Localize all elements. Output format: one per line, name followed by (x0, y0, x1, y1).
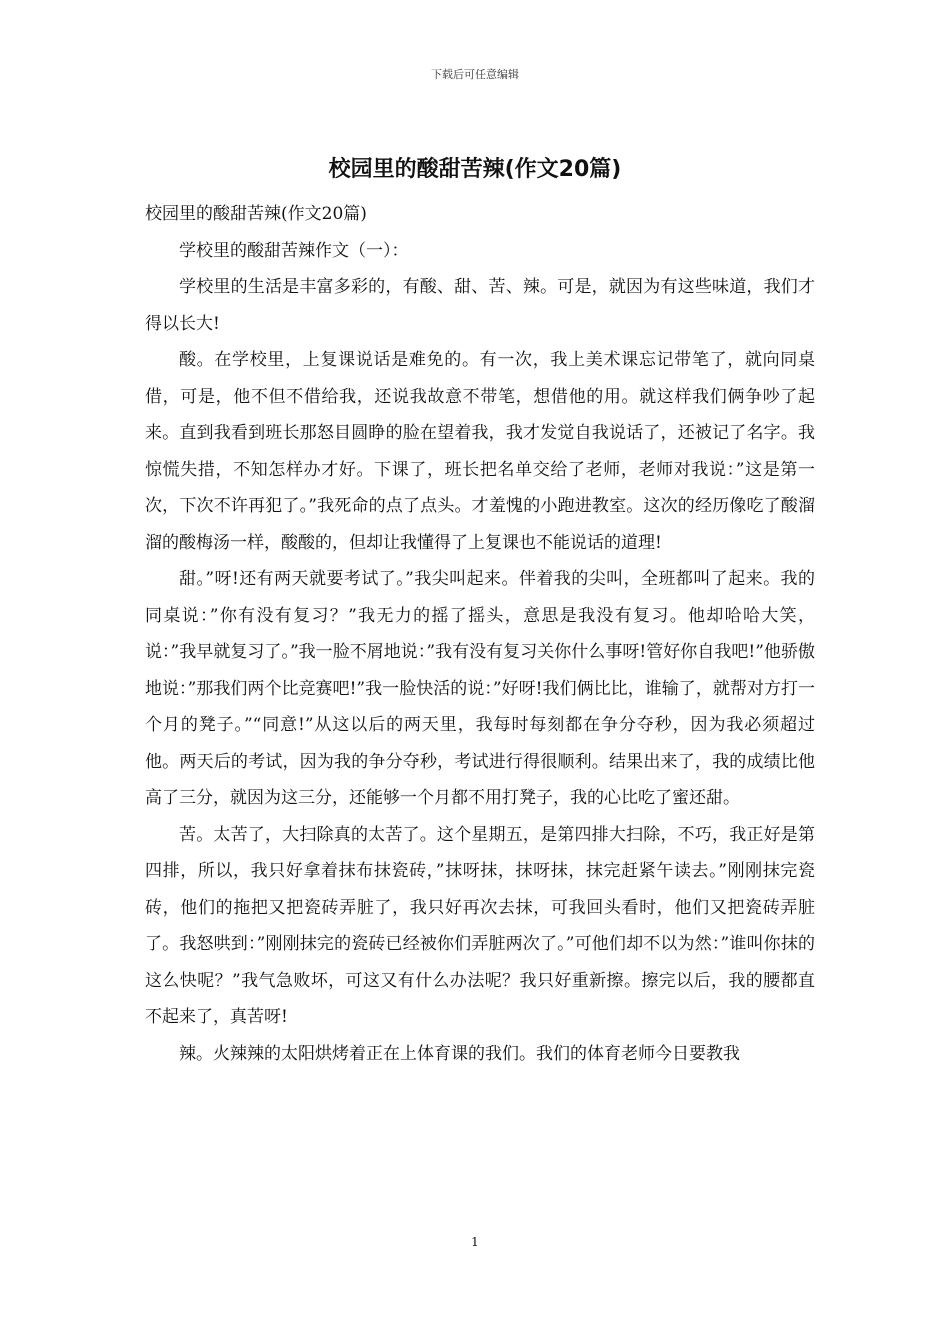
page-number: 1 (471, 1235, 479, 1249)
paragraph-spicy: 辣。火辣辣的太阳烘烤着正在上体育课的我们。我们的体育老师今日要教我 (179, 1043, 740, 1064)
paragraph-sweet: 甜。”呀!还有两天就要考试了。”我尖叫起来。伴着我的尖叫，全班都叫了起来。我的同桌说：”你有没有复习？”我无力的摇了摇头，意思是我没有复习。他却哈哈大笑，说：”我早就复习了。”我一脸不屑地说：”我有没有复习关你什么事呀!管好你自我吧!”他骄傲地说：”那我们两个比竞赛吧!”我一脸快活的说：”好呀!我们俩比比，谁输了，就帮对方打一个月的凳子。”“同意!”从这以后的两天里，我每时每刻都在争分夺秒，因为我必须超过他。两天后的考试，因为我的争分夺秒，考试进行得很顺利。结果出来了，我的成绩比他高了三分，就因为这三分，还能够一个月都不用打凳子，我的心比吃了蜜还甜。 (145, 569, 815, 808)
paragraph-sour: 酸。在学校里，上复课说话是难免的。有一次，我上美术课忘记带笔了，就向同桌借，可是，他不但不借给我，还说我故意不带笔，想借他的用。就这样我们俩争吵了起来。直到我看到班长那怒目圆睁的脸在望着我，我才发觉自我说话了，还被记了名字。我惊慌失措，不知怎样办才好。下课了，班长把名单交给了老师，老师对我说：”这是第一次，下次不许再犯了。”我死命的点了点头。才羞愧的小跑进教室。这次的经历像吃了酸溜溜的酸梅汤一样，酸酸的，但却让我懂得了上复课也不能说话的道理! (145, 350, 815, 553)
header-note: 下载后可任意编辑 (431, 68, 519, 81)
document-title: 校园里的酸甜苦辣(作文20篇) (328, 157, 622, 182)
paragraph-intro: 学校里的生活是丰富多彩的，有酸、甜、苦、辣。可是，就因为有这些味道，我们才得以长大! (145, 277, 815, 334)
document-subtitle: 校园里的酸甜苦辣(作文20篇) (145, 204, 367, 224)
section-heading: 学校里的酸甜苦辣作文（一）： (179, 240, 409, 261)
paragraph-bitter: 苦。太苦了，大扫除真的太苦了。这个星期五，是第四排大扫除，不巧，我正好是第四排，所以，我只好拿着抹布抹瓷砖，”抹呀抹，抹呀抹，抹完赶紧午读去。”刚刚抹完瓷砖，他们的拖把又把瓷砖弄脏了，我只好再次去抹，可我回头看时，他们又把瓷砖弄脏了。我怒哄到：”刚刚抹完的瓷砖已经被你们弄脏两次了。”可他们却不以为然：”谁叫你抹的这么快呢？”我气急败坏，可这又有什么办法呢？我只好重新擦。擦完以后，我的腰都直不起来了，真苦呀! (145, 824, 815, 1027)
document-body (145, 196, 815, 1072)
